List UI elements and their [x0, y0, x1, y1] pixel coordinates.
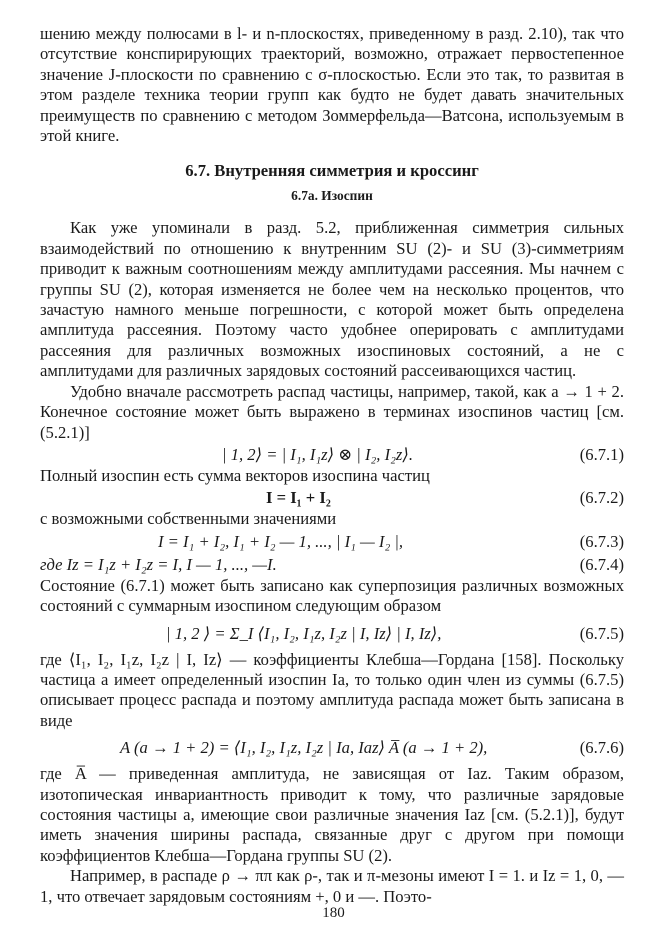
equation-6-7-5 — [40, 622, 624, 645]
paragraph-eigenvalues: с возможными собственными значениями — [40, 509, 337, 529]
page-number: 180 — [322, 905, 345, 921]
page-body — [40, 24, 624, 907]
equation-6-7-6 — [40, 736, 624, 759]
section-heading: 6.7. Внутренняя симметрия и кроссинг — [185, 161, 479, 181]
equation-formula: | 1, 2 ⟩ = Σ_I ⟨I₁, I₂, I₁z, I₂z | I, Iz⟩ | I, Iz⟩, — [166, 623, 442, 643]
paragraph-clebsch-gordan: где ⟨I₁, I₂, I₁z, I₂z | I, Iz⟩ — коэффициенты Клебша—Гордана [158]. Поскольку частица a имеет определенный изоспин Ia, то только один член из суммы (6.7.5) описывает процесс распада и поэтому амплитуда распада может быть записана в виде — [40, 649, 624, 730]
equation-6-7-1 — [40, 443, 624, 466]
subsection-heading: 6.7а. Изоспин — [291, 188, 373, 204]
equation-formula: I = I₁ + I₂ — [266, 488, 331, 508]
equation-formula: | 1, 2⟩ = | I₁, I₁z⟩ ⊗ | I₂, I₂z⟩. — [222, 444, 413, 464]
equation-formula: где Iz = I₁z + I₂z = I, I — 1, ..., —I. — [40, 554, 277, 574]
equation-number: (6.7.2) — [579, 488, 624, 508]
equation-number: (6.7.3) — [579, 531, 624, 551]
equation-number: (6.7.4) — [579, 554, 624, 574]
paragraph-superposition: Состояние (6.7.1) может быть записано как суперпозиция различных возможных состояний с суммарным изоспином следующим образом — [40, 575, 624, 616]
equation-formula: A (a → 1 + 2) = ⟨I₁, I₂, I₁z, I₂z | Ia, Iaz⟩ A̅ (a → 1 + 2), — [120, 738, 488, 758]
paragraph-intro: Как уже упоминали в разд. 5.2, приближенная симметрия сильных взаимодействий по отношению к внутренним SU (2)- и SU (3)-симметриям приводит к важным соотношениям между амплитудами рассеяния. Мы начнем с группы SU (2), которая изменяется не более чем на несколько процентов, что зачастую намного меньше погрешности, с которой может быть определена амплитуда рассеяния. Поэтому часто удобнее оперировать с амплитудами рассеяния для различных возможных изоспиновых состояний, а не с амплитудами для различных зарядовых состояний рассеивающихся частиц. — [40, 218, 624, 381]
equation-6-7-3 — [40, 530, 624, 553]
paragraph-total-isospin: Полный изоспин есть сумма векторов изоспина частиц — [40, 465, 430, 485]
equation-number: (6.7.6) — [579, 738, 624, 758]
paragraph-decay: Удобно вначале рассмотреть распад частицы, например, такой, как a → 1 + 2. Конечное состояние может быть выражено в терминах изоспинов частиц [см. (5.2.1)] — [40, 381, 624, 442]
equation-number: (6.7.5) — [579, 623, 624, 643]
paragraph-continuation: шению между полюсами в l- и n-плоскостях, приведенному в разд. 2.10), так что отсутствие конспирирующих траекторий, возможно, отражает первостепенное значение J-плоскости по сравнению с σ-плоскостью. Если это так, то развитая в этом разделе техника теории групп как будто не будет давать значительных преимуществ по сравнению с методом Зоммерфельда—Ватсона, используемым в этой книге. — [40, 24, 624, 146]
equation-6-7-2 — [40, 486, 624, 509]
equation-formula: I = I₁ + I₂, I₁ + I₂ — 1, ..., | I₁ — I₂ |, — [158, 531, 404, 551]
equation-6-7-4 — [40, 553, 624, 576]
equation-number: (6.7.1) — [579, 444, 624, 464]
paragraph-rho-decay: Например, в распаде ρ → ππ как ρ-, так и π-мезоны имеют I = 1. и Iz = 1, 0, —1, что отвечает зарядовым состояниям +, 0 и —. Поэто- — [40, 866, 624, 906]
paragraph-reduced-amplitude: где A̅ — приведенная амплитуда, не зависящая от Iaz. Таким образом, изотопическая инвариантность приводит к тому, что различные зарядовые состояния частицы a, имеющие свои различные значения Iaz [см. (5.2.1)], будут иметь значения ширины распада, связанные друг с другом при помощи коэффициентов Клебша—Гордана группы SU (2). — [40, 764, 624, 865]
